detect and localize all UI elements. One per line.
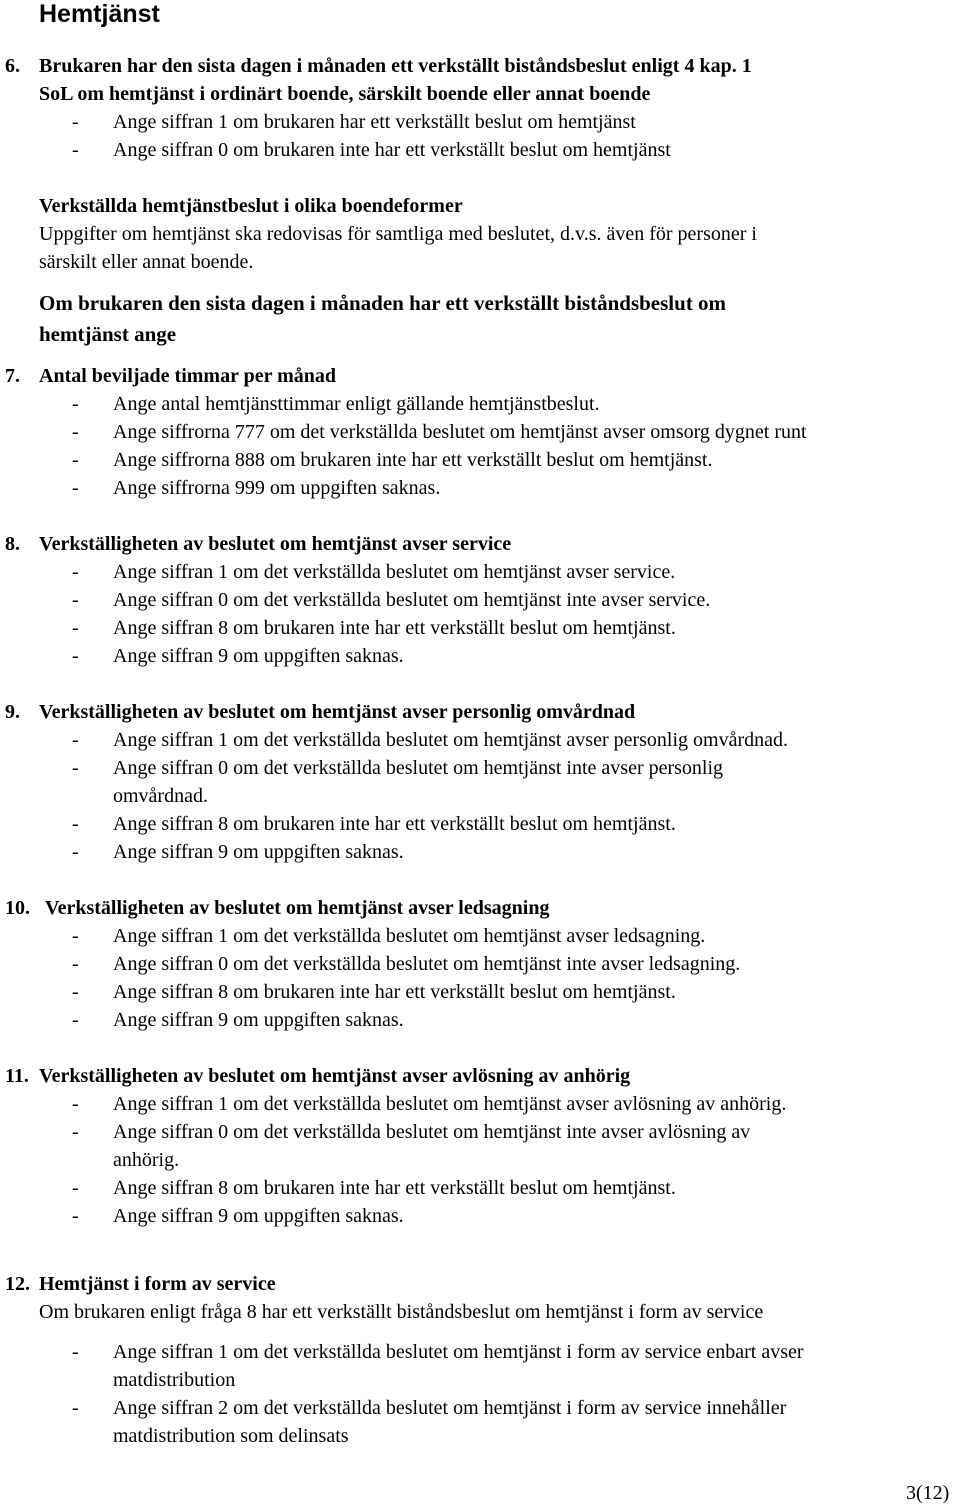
page-number: 3(12) bbox=[906, 1482, 950, 1504]
dash-marker: - bbox=[72, 953, 79, 975]
section-instruction: Om brukaren den sista dagen i månaden har ett verkställt biståndsbeslut om bbox=[39, 291, 727, 315]
q12-intro: Om brukaren enligt fråga 8 har ett verkställt biståndsbeslut om hemtjänst i form av service bbox=[39, 1301, 764, 1323]
dash-marker: - bbox=[72, 139, 79, 161]
q12-number: 12. bbox=[5, 1273, 30, 1295]
list-item-text: Ange siffran 1 om det verkställda beslutet om hemtjänst i form av service enbart avser bbox=[113, 1341, 804, 1363]
list-item-text: Ange siffran 1 om det verkställda beslutet om hemtjänst avser ledsagning. bbox=[113, 925, 706, 947]
list-item-text: Ange siffran 9 om uppgiften saknas. bbox=[113, 1009, 404, 1031]
list-item-text: Ange siffran 9 om uppgiften saknas. bbox=[113, 645, 404, 667]
q10-heading: Verkställigheten av beslutet om hemtjänst avser ledsagning bbox=[45, 897, 550, 919]
dash-marker: - bbox=[72, 617, 79, 639]
list-item-text-continued: matdistribution bbox=[113, 1369, 236, 1391]
dash-marker: - bbox=[72, 477, 79, 499]
list-item-text-continued: matdistribution som delinsats bbox=[113, 1425, 349, 1447]
dash-marker: - bbox=[72, 393, 79, 415]
list-item-text-continued: anhörig. bbox=[113, 1149, 180, 1171]
list-item-text: Ange siffran 1 om det verkställda beslutet om hemtjänst avser service. bbox=[113, 561, 676, 583]
q10-number: 10. bbox=[5, 897, 30, 919]
list-item-text: Ange siffran 8 om brukaren inte har ett verkställt beslut om hemtjänst. bbox=[113, 981, 676, 1003]
list-item-text: Ange siffrorna 999 om uppgiften saknas. bbox=[113, 477, 441, 499]
q9-heading: Verkställigheten av beslutet om hemtjänst avser personlig omvårdnad bbox=[39, 701, 636, 723]
dash-marker: - bbox=[72, 1177, 79, 1199]
list-item-text: Ange siffran 8 om brukaren inte har ett verkställt beslut om hemtjänst. bbox=[113, 1177, 676, 1199]
dash-marker: - bbox=[72, 1205, 79, 1227]
q7-heading: Antal beviljade timmar per månad bbox=[39, 365, 337, 387]
q6-number: 6. bbox=[5, 55, 20, 77]
q7-number: 7. bbox=[5, 365, 20, 387]
q8-number: 8. bbox=[5, 533, 20, 555]
dash-marker: - bbox=[72, 1397, 79, 1419]
list-item-text: Ange siffran 1 om brukaren har ett verkställt beslut om hemtjänst bbox=[113, 111, 636, 133]
q6-heading: Brukaren har den sista dagen i månaden ett verkställt biståndsbeslut enligt 4 kap. 1 bbox=[39, 55, 752, 77]
section-instruction-continued: hemtjänst ange bbox=[39, 322, 177, 346]
list-item-text: Ange siffran 0 om det verkställda beslutet om hemtjänst inte avser personlig bbox=[113, 757, 724, 779]
list-item-text: Ange siffran 0 om brukaren inte har ett verkställt beslut om hemtjänst bbox=[113, 139, 671, 161]
q9-number: 9. bbox=[5, 701, 20, 723]
page-title: Hemtjänst bbox=[39, 0, 160, 28]
dash-marker: - bbox=[72, 421, 79, 443]
dash-marker: - bbox=[72, 841, 79, 863]
list-item-text: Ange siffran 2 om det verkställda beslutet om hemtjänst i form av service innehåller bbox=[113, 1397, 787, 1419]
dash-marker: - bbox=[72, 1341, 79, 1363]
q6-heading-continued: SoL om hemtjänst i ordinärt boende, särskilt boende eller annat boende bbox=[39, 83, 651, 105]
dash-marker: - bbox=[72, 1121, 79, 1143]
dash-marker: - bbox=[72, 925, 79, 947]
list-item-text: Ange siffrorna 888 om brukaren inte har ett verkställt beslut om hemtjänst. bbox=[113, 449, 713, 471]
section-text-continued: särskilt eller annat boende. bbox=[39, 251, 254, 273]
section-text: Uppgifter om hemtjänst ska redovisas för samtliga med beslutet, d.v.s. även för personer i bbox=[39, 223, 757, 245]
dash-marker: - bbox=[72, 1009, 79, 1031]
list-item-text: Ange siffran 9 om uppgiften saknas. bbox=[113, 841, 404, 863]
dash-marker: - bbox=[72, 561, 79, 583]
dash-marker: - bbox=[72, 729, 79, 751]
section-heading: Verkställda hemtjänstbeslut i olika boendeformer bbox=[39, 195, 463, 217]
list-item-text: Ange siffran 8 om brukaren inte har ett verkställt beslut om hemtjänst. bbox=[113, 813, 676, 835]
dash-marker: - bbox=[72, 645, 79, 667]
list-item-text: Ange siffran 0 om det verkställda beslutet om hemtjänst inte avser ledsagning. bbox=[113, 953, 741, 975]
dash-marker: - bbox=[72, 1093, 79, 1115]
list-item-text: Ange siffran 0 om det verkställda beslutet om hemtjänst inte avser avlösning av bbox=[113, 1121, 751, 1143]
list-item-text: Ange antal hemtjänsttimmar enligt gällande hemtjänstbeslut. bbox=[113, 393, 600, 415]
list-item-text: Ange siffran 8 om brukaren inte har ett verkställt beslut om hemtjänst. bbox=[113, 617, 676, 639]
list-item-text: Ange siffrorna 777 om det verkställda beslutet om hemtjänst avser omsorg dygnet runt bbox=[113, 421, 807, 443]
q11-heading: Verkställigheten av beslutet om hemtjänst avser avlösning av anhörig bbox=[39, 1065, 631, 1087]
dash-marker: - bbox=[72, 981, 79, 1003]
dash-marker: - bbox=[72, 111, 79, 133]
dash-marker: - bbox=[72, 449, 79, 471]
list-item-text: Ange siffran 1 om det verkställda beslutet om hemtjänst avser avlösning av anhörig. bbox=[113, 1093, 787, 1115]
dash-marker: - bbox=[72, 813, 79, 835]
q12-heading: Hemtjänst i form av service bbox=[39, 1273, 276, 1295]
dash-marker: - bbox=[72, 589, 79, 611]
dash-marker: - bbox=[72, 757, 79, 779]
list-item-text: Ange siffran 9 om uppgiften saknas. bbox=[113, 1205, 404, 1227]
q8-heading: Verkställigheten av beslutet om hemtjänst avser service bbox=[39, 533, 512, 555]
q11-number: 11. bbox=[5, 1065, 29, 1087]
list-item-text-continued: omvårdnad. bbox=[113, 785, 208, 807]
list-item-text: Ange siffran 0 om det verkställda beslutet om hemtjänst inte avser service. bbox=[113, 589, 711, 611]
list-item-text: Ange siffran 1 om det verkställda beslutet om hemtjänst avser personlig omvårdnad. bbox=[113, 729, 789, 751]
